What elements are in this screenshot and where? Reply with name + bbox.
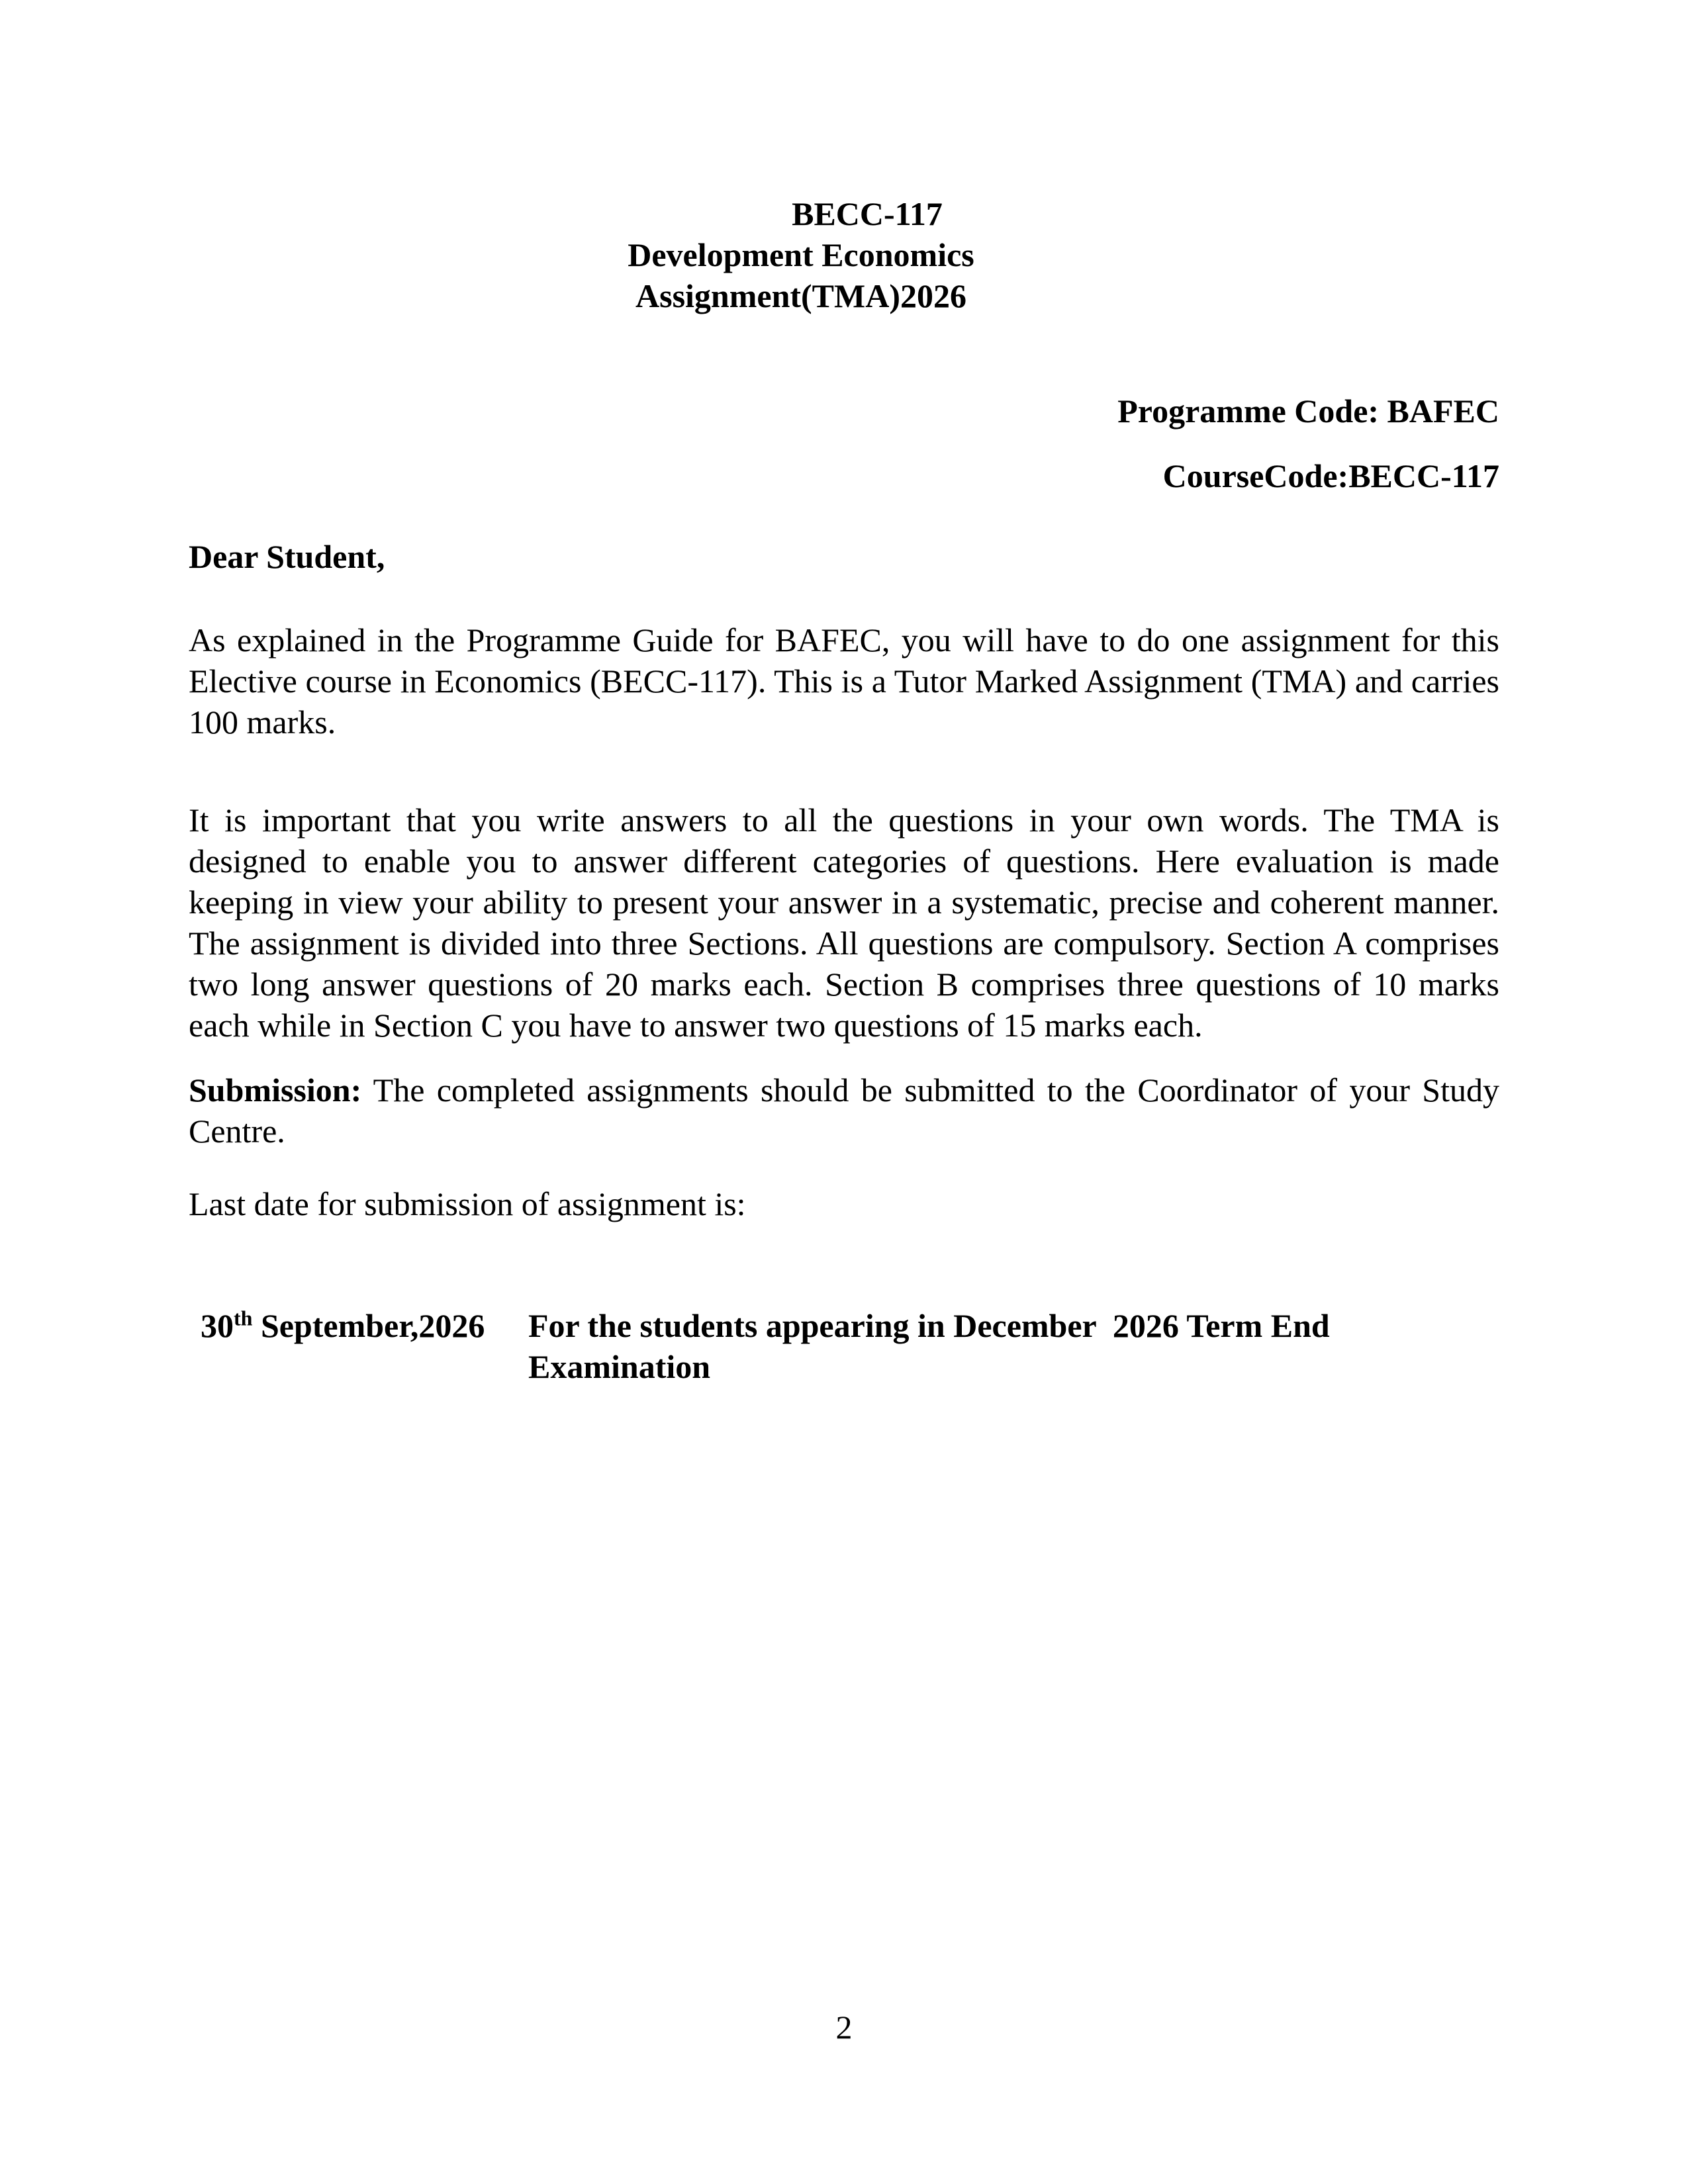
title-line-course-name: Development Economics [628,236,974,273]
programme-code: Programme Code: BAFEC [1117,392,1499,430]
page-number: 2 [835,2009,853,2046]
last-date-line: Last date for submission of assignment is: [189,1185,746,1222]
submission-text: The completed assignments should be submitted to the Coordinator of your Study Centre. [189,1071,1508,1150]
intro-paragraph: As explained in the Programme Guide for BAFEC, you will have to do one assignment for this Elective course in Economics (BECC-117). This is a Tutor Marked Assignment (TMA) and carries 100 marks. [189,621,1499,741]
submission-label: Submission: [189,1071,362,1109]
deadline-row [189,1305,1499,1387]
submission-paragraph [189,1069,1508,1152]
deadline-description-line-2: Examination [528,1348,711,1385]
title-line-assignment: Assignment(TMA)2026 [635,277,966,314]
salutation: Dear Student, [189,538,385,575]
deadline-month-year: September,2026 [252,1307,485,1344]
deadline-ordinal: th [234,1306,253,1330]
course-code: CourseCode:BECC-117 [1162,457,1499,494]
document-title-block [189,193,1413,316]
deadline-date [189,1305,528,1346]
instructions-paragraph: It is important that you write answers to all the questions in your own words. The TMA is designed to enable you to answer different categories of questions. Here evaluation is made keeping in view your ability to present your answer in a systematic, precise and coherent manner. The assignment is divided into three Sections. All questions are compulsory. Section A comprises two long answer questions of 20 marks each. Section B comprises three questions of 10 marks each while in Section C you have to answer two questions of 15 marks each. [189,801,1499,1044]
deadline-description [528,1305,1499,1387]
deadline-description-line-1: For the students appearing in December 2026 Term End [528,1307,1330,1344]
deadline-day: 30 [201,1307,234,1344]
title-line-course-code: BECC-117 [792,195,943,232]
